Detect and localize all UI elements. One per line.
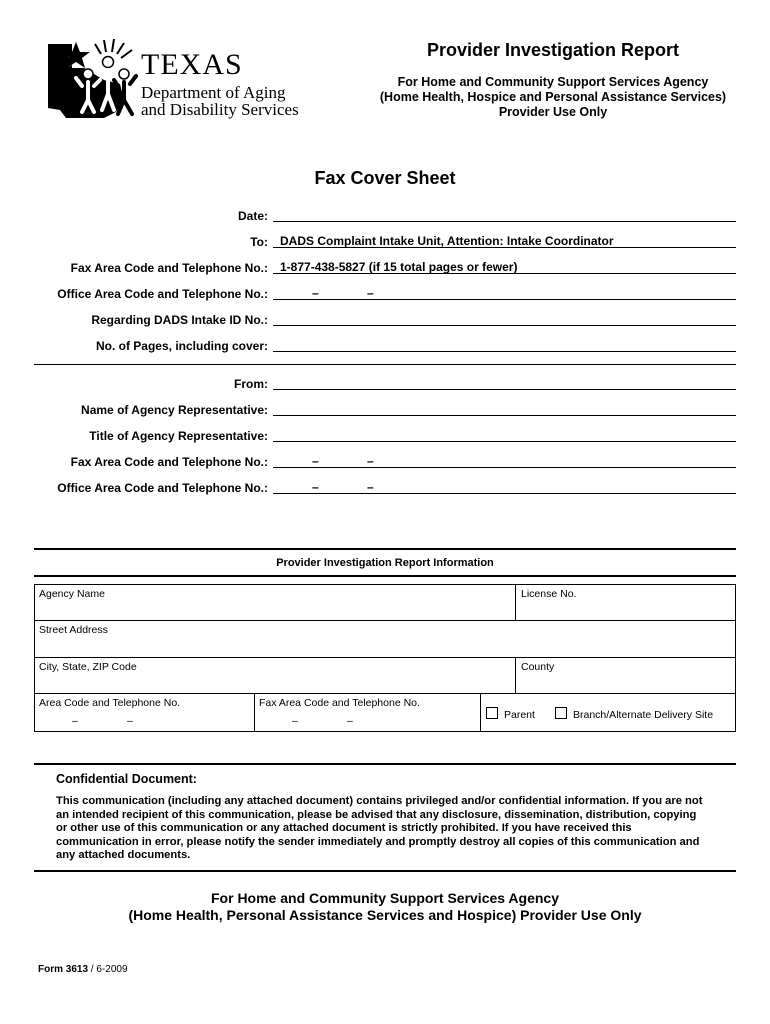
confidential-line-3: or other use of this communication or any attached document is strictly prohibited. If you have received this <box>56 822 632 835</box>
city-label: City, State, ZIP Code <box>39 661 137 673</box>
parent-checkbox[interactable] <box>486 707 498 719</box>
rep-title-field[interactable] <box>273 441 736 442</box>
from-office-label: Office Area Code and Telephone No.: <box>57 481 268 495</box>
logo-disability-text: and Disability Services <box>141 100 299 119</box>
fax-label: Fax Area Code and Telephone No. <box>259 697 420 709</box>
grid-row-line-2 <box>34 657 736 658</box>
phone-label: Area Code and Telephone No. <box>39 697 181 709</box>
info-heading-rule <box>34 575 736 577</box>
pages-field[interactable] <box>273 351 736 352</box>
phone-input[interactable] <box>35 709 253 729</box>
info-heading: Provider Investigation Report Information <box>276 557 494 569</box>
section-divider <box>34 364 736 365</box>
info-top-rule <box>34 548 736 550</box>
form-number <box>38 964 128 975</box>
grid-row-line-1 <box>34 620 736 621</box>
branch-label: Branch/Alternate Delivery Site <box>573 709 714 721</box>
to-value: DADS Complaint Intake Unit, Attention: Intake Coordinator <box>280 234 614 248</box>
from-office-field[interactable] <box>273 493 736 494</box>
fax-dash-1: – <box>292 715 298 727</box>
office-number-field[interactable] <box>273 299 736 300</box>
footer-line-2: (Home Health, Personal Assistance Services and Hospice) Provider Use Only <box>128 907 642 923</box>
to-label: To: <box>250 235 268 249</box>
county-input[interactable] <box>516 673 734 692</box>
page-subtitle-2: (Home Health, Hospice and Personal Assistance Services) <box>379 90 727 104</box>
branch-checkbox[interactable] <box>555 707 567 719</box>
agency-name-label: Agency Name <box>39 588 105 600</box>
page-title: Provider Investigation Report <box>426 40 680 60</box>
confidential-line-1: This communication (including any attached document) contains privileged and/or confidential information. If you are not <box>56 795 703 807</box>
page-subtitle-1: For Home and Community Support Services Agency <box>397 75 709 89</box>
confidential-bottom-rule <box>34 870 736 872</box>
from-label: From: <box>234 377 268 391</box>
confidential-line-5: any attached documents. <box>56 849 191 862</box>
rep-name-field[interactable] <box>273 415 736 416</box>
rep-title-label: Title of Agency Representative: <box>89 429 268 443</box>
office-number-dash-1: – <box>312 286 319 300</box>
footer-line-1: For Home and Community Support Services Agency <box>211 890 559 906</box>
fax-number-label: Fax Area Code and Telephone No.: <box>70 261 268 275</box>
street-input[interactable] <box>35 636 734 656</box>
confidential-line-2: an intended recipient of this communication, please be advised that any disclosure, dissemination, distribution, copying <box>56 808 697 821</box>
fax-cover-title: Fax Cover Sheet <box>314 168 456 188</box>
date-label: Date: <box>237 209 268 223</box>
fax-number-value: 1-877-438-5827 (if 15 total pages or fewer) <box>280 260 518 274</box>
office-number-label: Office Area Code and Telephone No.: <box>57 287 268 301</box>
fax-dash-2: – <box>347 715 353 727</box>
confidential-title: Confidential Document: <box>56 772 197 786</box>
from-fax-dash-1: – <box>312 454 319 468</box>
form-number-id: Form 3613 <box>38 964 89 975</box>
confidential-body <box>56 795 716 863</box>
city-input[interactable] <box>35 673 514 692</box>
grid-row-line-3 <box>34 693 736 694</box>
from-office-dash-1: – <box>312 480 319 494</box>
street-label: Street Address <box>39 624 108 636</box>
from-fax-label: Fax Area Code and Telephone No.: <box>70 455 268 469</box>
confidential-line-4: communication in error, please notify the sender immediately and promptly destroy all copies of this communication and <box>56 835 700 848</box>
pages-label: No. of Pages, including cover: <box>95 339 268 353</box>
phone-dash-1: – <box>72 715 78 727</box>
from-office-dash-2: – <box>367 480 374 494</box>
agency-name-input[interactable] <box>35 600 514 619</box>
office-number-dash-2: – <box>367 286 374 300</box>
to-field[interactable] <box>273 247 736 248</box>
page-subtitle-3: Provider Use Only <box>498 105 608 119</box>
confidential-top-rule <box>34 763 736 765</box>
from-fax-dash-2: – <box>367 454 374 468</box>
intake-id-label: Regarding DADS Intake ID No.: <box>91 313 268 327</box>
from-fax-field[interactable] <box>273 467 736 468</box>
phone-dash-2: – <box>127 715 133 727</box>
license-label: License No. <box>521 588 577 600</box>
county-label: County <box>521 661 555 673</box>
from-field[interactable] <box>273 389 736 390</box>
fax-input[interactable] <box>255 709 479 729</box>
license-input[interactable] <box>516 600 734 619</box>
grid-col-type <box>480 693 481 731</box>
intake-id-field[interactable] <box>273 325 736 326</box>
date-field[interactable] <box>273 221 736 222</box>
logo-texas-text: TEXAS <box>141 48 243 81</box>
fax-number-field[interactable] <box>273 273 736 274</box>
parent-label: Parent <box>504 709 535 721</box>
logo-department-text: Department of Aging <box>141 83 286 102</box>
form-number-date: / 6-2009 <box>88 964 128 975</box>
rep-name-label: Name of Agency Representative: <box>81 403 268 417</box>
